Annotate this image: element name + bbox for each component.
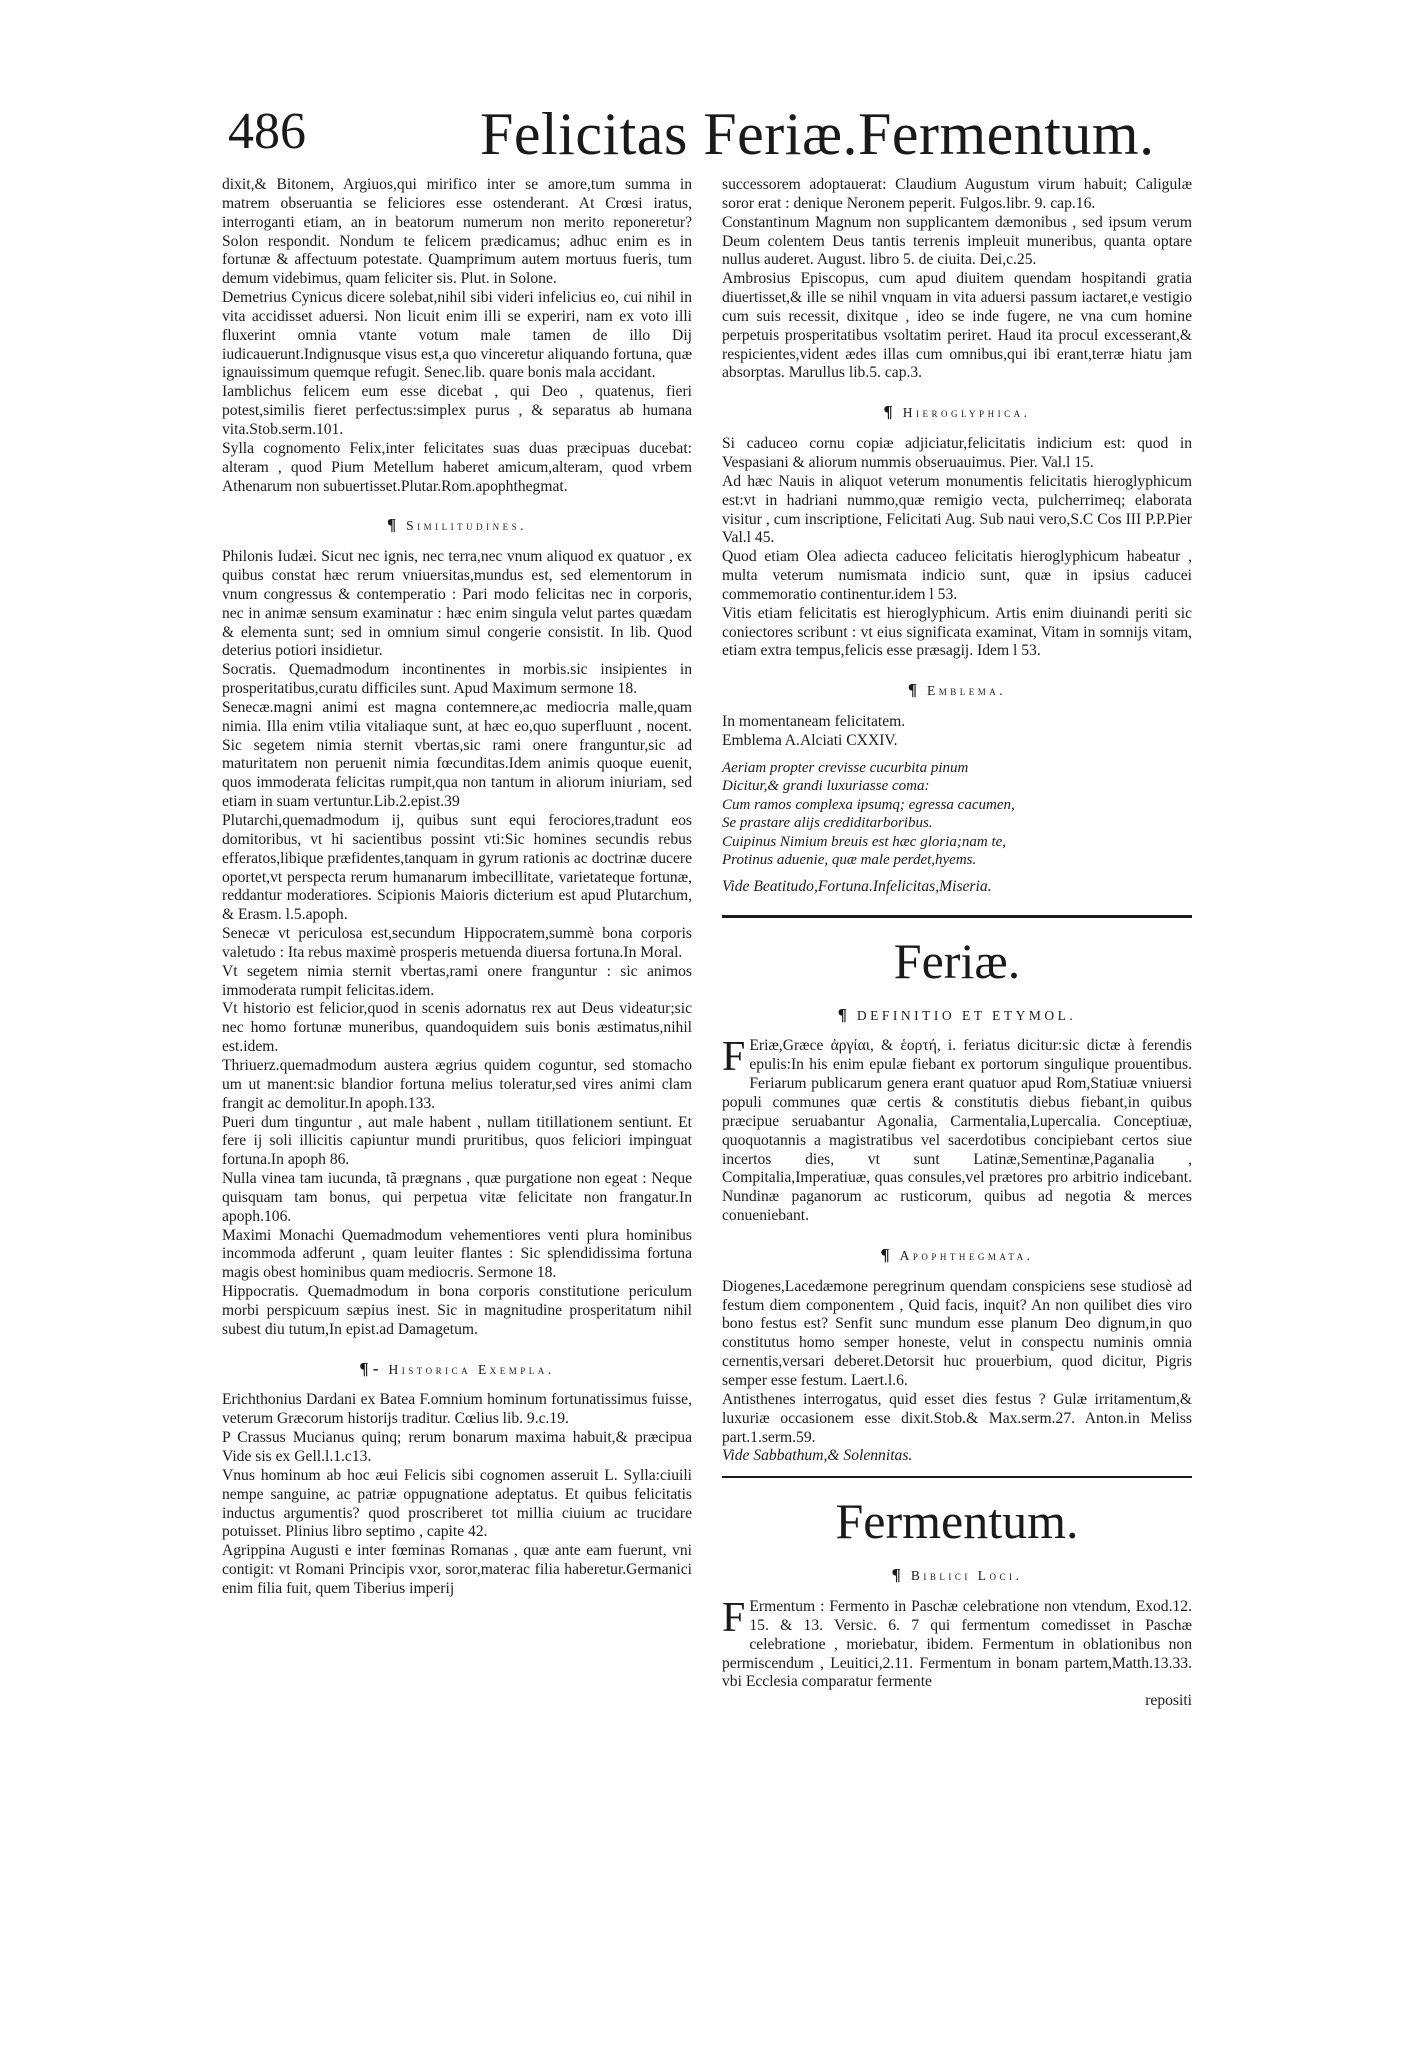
- section-heading-emblema: [722, 681, 1192, 701]
- section-heading-definitio: [722, 1006, 1192, 1026]
- paragraph: Iamblichus felicem eum esse dicebat , qui Deo , quatenus, fieri potest,similis fieret perfectus:simplex purus , & separatus ab humana vita.Stob.serm.101.: [222, 383, 692, 438]
- paragraph: successorem adoptauerat: Claudium Augustum virum habuit; Caligulæ soror erat : denique Neronem peperit. Fulgos.libr. 9. cap.16.: [722, 176, 1192, 212]
- verse-line: Se prastare alijs crediditarboribus.: [722, 815, 933, 832]
- section-heading-historica-exempla: [222, 1360, 692, 1380]
- paragraph: Ambrosius Episcopus, cum apud diuitem quendam hospitandi gratia diuertisset,& ille se nihil vnquam in vita aduersi passum iactaret,e vestigio cum suis recessit, dixitque , ideo se inde fugere, ne vna cum homine perpetuis prosperitatibus vsoltatim periret. Haud ita procul excesserant,& respicientes,vident ædes illas cum omnibus,qui ibi erant,terræ hiatu jam absorptas. Marullus lib.5. cap.3.: [722, 270, 1192, 382]
- paragraph: Vt segetem nimia sternit vbertas,rami onere franguntur : sic animos immoderata rumpit felicitas.idem.: [222, 962, 692, 999]
- section-heading-label: Biblici Loci.: [910, 1568, 1023, 1584]
- emblema-reference: Emblema A.Alciati CXXIV.: [722, 731, 898, 749]
- paragraph: P Crassus Mucianus quinq; rerum bonarum maxima habuit,& præcipua Vide sis ex Gell.l.1.c13.: [222, 1429, 692, 1465]
- paragraph: Vnus hominum ab hoc æui Felicis sibi cognomen asseruit L. Sylla:ciuili nempe sanguine, ac patriæ oppugnatione adeptatus. Et quibus felicitatis inductus argumentis? quod proscriberet tot millia ciuium ac trucidare potuisset. Plinius libro septimo , capite 42.: [222, 1466, 692, 1541]
- fermentum-text: Ermentum : Fermento in Paschæ celebratione non vtendum, Exod.12. 15. & 13. Versic. 6. 7 qui fermentum comedisset in Paschæ celebratione , moriebatur, ibidem. Fermentum in oblationibus non permiscendum , Leuitici,2.11. Fermentum in bonam partem,Matth.13.33. vbi Ecclesia comparatur fermente: [722, 1598, 1192, 1691]
- paragraph: Quod etiam Olea adiecta caduceo felicitatis hieroglyphicum habeatur , multa veterum numismata indicio sunt, quæ in ipsius caducei commemoratio continentur.idem l 53.: [722, 548, 1192, 603]
- page-number: 486: [228, 103, 306, 160]
- paragraph: Plutarchi,quemadmodum ij, quibus sunt equi ferociores,tradunt eos domitoribus, vt hi sacientibus possint vti:Sic homines secundis rebus efferatos,libique præfidentes,tanquam in gyrum rationis ac doctrinæ ducere oportet,vt perspecta rerum humanarum imbecillitate, varietateque fortunæ, reddantur moderatiores. Scipionis Maioris dicterium est apud Plutarchum, & Erasm. l.5.apoph.: [222, 812, 692, 924]
- paragraph: Hippocratis. Quemadmodum in bona corporis constitutione periculum morbi perspicuum sæpius inest. Sic in magnitudine prosperitatum nihil subest diu tutum,In epist.ad Damagetum.: [222, 1283, 692, 1338]
- section-heading-label: DEFINITIO ET ETYMOL.: [856, 1007, 1077, 1023]
- paragraph: Sylla cognomento Felix,inter felicitates suas duas præcipuas ducebat: alteram , quod Pium Metellum haberet amicum,alteram, quod vrbem Athenarum non subuertisset.Plutar.Rom.apophthegmat.: [222, 439, 692, 495]
- catchword: repositi: [1145, 1692, 1192, 1710]
- drop-cap: F: [722, 1595, 746, 1642]
- paragraph: Erichthonius Dardani ex Batea F.omnium hominum fortunatissimus fuisse, veterum Græcorum historijs traditur. Cœlius lib. 9.c.19.: [222, 1391, 692, 1428]
- section-divider: [722, 915, 1192, 918]
- section-heading-similitudines: [222, 516, 692, 536]
- definition-text: Eriæ,Græce ἀργίαι, & ἑορτή, i. feriatus dicitur:sic dictæ à ferendis epulis:In his enim epulæ fiebant ex portorum singulique prouentibus. Feriarum publicarum genera erant quatuor apud Rom,Statiuæ vniuersi populi communes quæ certis & constitutis diebus fiebant,in quibus præcipue seruabantur Agonalia, Carmentalia,Lupercalia. Conceptiuæ, quoquotannis a magistratibus vel sacerdotibus concipiebant certos siue incertos dies, vt sunt Latinæ,Sementinæ,Paganalia , Compitalia,Imperatiuæ, quas consules,vel prætores pro arbitrio indicebant. Nundinæ paganorum ac rusticorum, quibus ad negotia & merces conueniebant.: [722, 1037, 1192, 1225]
- paragraph: Philonis Iudæi. Sicut nec ignis, nec terra,nec vnum aliquod ex quatuor , ex quibus constat hæc rerum vniuersitas,mundus est, sed elementorum in vnum congressus & contemperatio : Pari modo felicitas nec in corporis, nec in animæ sensum examinatur : hæc enim singula velut partes quædam & elementa sunt; sed in omnium simul congerie consistit. In lib. Quod deterius potiori insidietur.: [222, 548, 692, 660]
- drop-cap: F: [722, 1034, 746, 1081]
- pilcrow-icon: ¶: [386, 515, 397, 535]
- verse-line: Cuipinus Nimium breuis est hæc gloria;nam te,: [722, 833, 1007, 850]
- paragraph: Antisthenes interrogatus, quid esset dies festus ? Gulæ irritamentum,& luxuriæ occasionem esse dixit.Stob.& Max.serm.27. Anton.in Meliss part.1.serm.59.: [722, 1390, 1192, 1446]
- paragraph: Nulla vinea tam iucunda, tã prægnans , quæ purgatione non egeat : Neque quisquam tam bonus, qui perpetua vitæ felicitate non frangatur.In apoph.106.: [222, 1170, 692, 1225]
- paragraph: Vitis etiam felicitatis est hieroglyphicum. Artis enim diuinandi periti sic coniectores scribunt : vt eius significata examinat, Vitam in somnijs vitam, etiam extra tempus,felicis esse præsagij. Idem l 53.: [722, 604, 1192, 660]
- section-heading-biblici-loci: [722, 1566, 1192, 1586]
- paragraph: Si caduceo cornu copiæ adjiciatur,felicitatis indicium est: quod in Vespasiani & aliorum nummis obseruauimus. Pier. Val.l 15.: [722, 435, 1192, 471]
- section-heading-label: Similitudines.: [406, 518, 528, 534]
- definition-paragraph: [722, 1034, 1192, 1225]
- cross-reference: Vide Beatitudo,Fortuna.Infelicitas,Miseria.: [722, 877, 992, 895]
- pilcrow-icon: ¶: [891, 1565, 901, 1585]
- paragraph: Thriuerz.quemadmodum austera ægrius quidem coguntur, sed stomacho um ut manent:sic blandior fortuna melius toleratur,sed vires animi clam frangit ac demolitur.In apoph.133.: [222, 1056, 692, 1112]
- paragraph: Senecæ.magni animi est magna contemnere,ac mediocria malle,quam nimia. Illa enim vtilia vitaliaque sunt, at hæc eo,quo superfluunt , nocent. Sic segetem nimia sternit vbertas,sic rami onere franguntur,sic ad maturitatem non peruenit nimia fœcunditas.Idem animis quoque euenit, quos immoderata felicitas rumpit,qua non tantum in aliorum iniuriam, sed etiam in suam vertuntur.Lib.2.epist.39: [222, 698, 692, 811]
- section-heading-apophthegmata: [722, 1246, 1192, 1266]
- paragraph: dixit,& Bitonem, Argiuos,qui mirifico inter se amore,tum summa in matrem obseruantia se feliciores esse ostenderant. At Crœsi iratus, interroganti etiam, an in beatorum numerum non merito reponeretur? Solon respondit. Nondum te felicem prædicamus; adhuc enim es in fortunæ & affectuum potestate. Quamprimum autem mortuus fueris, tum demum videbimus, quam feliciter sis. Plut. in Solone.: [222, 176, 692, 288]
- right-column: [722, 176, 1192, 1711]
- section-heading-label: Apophthegmata.: [899, 1247, 1034, 1263]
- verse-line: Cum ramos complexa ipsumq; egressa cacumen,: [722, 796, 1015, 813]
- running-title: Felicitas Feriæ.Fermentum.: [480, 101, 1155, 167]
- paragraph: Socratis. Quemadmodum incontinentes in morbis.sic insipientes in prosperitatibus,curatu difficiles sunt. Apud Maximum sermone 18.: [222, 661, 692, 698]
- fermentum-paragraph: [722, 1595, 1192, 1692]
- section-heading-label: Hieroglyphica.: [902, 405, 1031, 421]
- paragraph: Maximi Monachi Quemadmodum vehementiores venti plura hominibus incommoda adferunt , quam leuiter flantes : Sic splendidissima fortuna magis obest hominibus quam mediocris. Sermone 18.: [222, 1226, 692, 1282]
- pilcrow-icon: ¶: [880, 1244, 890, 1264]
- paragraph: Demetrius Cynicus dicere solebat,nihil sibi videri infelicius eo, cui nihil in vita accidisset aduersi. Non licuit enim illi se experiri, nam ex voto illi fluxerint omnia vtante votum male tamen de illo Dij iudicauerunt.Indignusque visus est,a quo vinceretur aliquando fortuna, quæ ignauissimum quemque refugit. Senec.lib. quare bonis mala accidant.: [222, 289, 692, 382]
- paragraph: Diogenes,Lacedæmone peregrinum quendam conspiciens sese studiosè ad festum diem componentem , Quid facis, inquit? An non quilibet dies viro bono festus est? Senfit sunc mundum esse planum Deo dignum,in quo constitutus homo semper honeste, velut in conspectu numinis omnia cernentis,versari deberet.Detorsit huc prouerbium, quod dicitur, Pigris semper esse festum. Laert.l.6.: [722, 1277, 1192, 1389]
- left-column: [222, 176, 692, 1599]
- paragraph: Pueri dum tinguntur , aut male habent , nullam titillationem sentiunt. Et fere ij soli illicitis capiuntur mundi pruritibus, quos feliciori impinguat fortuna.In apoph 86.: [222, 1113, 692, 1169]
- verse-line: Aeriam propter crevisse cucurbita pinum: [722, 759, 969, 776]
- section-heading-hieroglyphica: [722, 403, 1192, 423]
- section-divider: [722, 1476, 1192, 1478]
- pilcrow-icon: ¶ -: [359, 1358, 379, 1378]
- emblema-caption: In momentaneam felicitatem.: [722, 713, 906, 731]
- paragraph: Ad hæc Nauis in aliquot veterum monumentis felicitatis hieroglyphicum est:vt in hadriani nummo,quæ remigio vecta, pulcherrimeq; elaborata visitur , cum inscriptione, Felicitati Aug. Sub naui vero,S.C Cos III P.P.Pier Val.l 45.: [722, 472, 1192, 547]
- paragraph: Agrippina Augusti e inter fœminas Romanas , quæ ante eam fuerunt, vni contigit: vt Romani Principis vxor, soror,materac filia haberetur.Germanici enim filia fuit, quem Tiberius imperij: [222, 1542, 692, 1597]
- paragraph: Senecæ vt periculosa est,secundum Hippocratem,summè bona corporis valetudo : Ita rebus maximè prosperis metuenda diuersa fortuna.In Moral.: [222, 925, 692, 961]
- section-heading-label: Emblema.: [927, 683, 1007, 699]
- cross-reference: Vide Sabbathum,& Solennitas.: [722, 1447, 913, 1465]
- section-heading-label: Historica Exempla.: [388, 1361, 555, 1377]
- verse-line: Protinus aduenie, quæ male perdet,hyems.: [722, 852, 977, 869]
- pilcrow-icon: ¶: [837, 1004, 847, 1024]
- pilcrow-icon: ¶: [883, 402, 893, 422]
- pilcrow-icon: ¶: [907, 680, 918, 700]
- paragraph: Vt historio est felicior,quod in scenis adornatus rex aut Deus videatur;sic nec homo fortunæ muneribus, quandoquidem suis bonis æstimatus,nihil est.idem.: [222, 1000, 692, 1056]
- entry-title-fermentum: Fermentum.: [835, 1493, 1079, 1550]
- verse-line: Dicitur,& grandi luxuriasse coma:: [722, 778, 930, 795]
- paragraph: Constantinum Magnum non supplicantem dæmonibus , sed ipsum verum Deum colentem Deus tantis terrenis impleuit muneribus, quanta optare nullus auderet. August. libro 5. de ciuita. Dei,c.25.: [722, 213, 1192, 269]
- entry-title-feriae: Feriæ.: [893, 932, 1021, 989]
